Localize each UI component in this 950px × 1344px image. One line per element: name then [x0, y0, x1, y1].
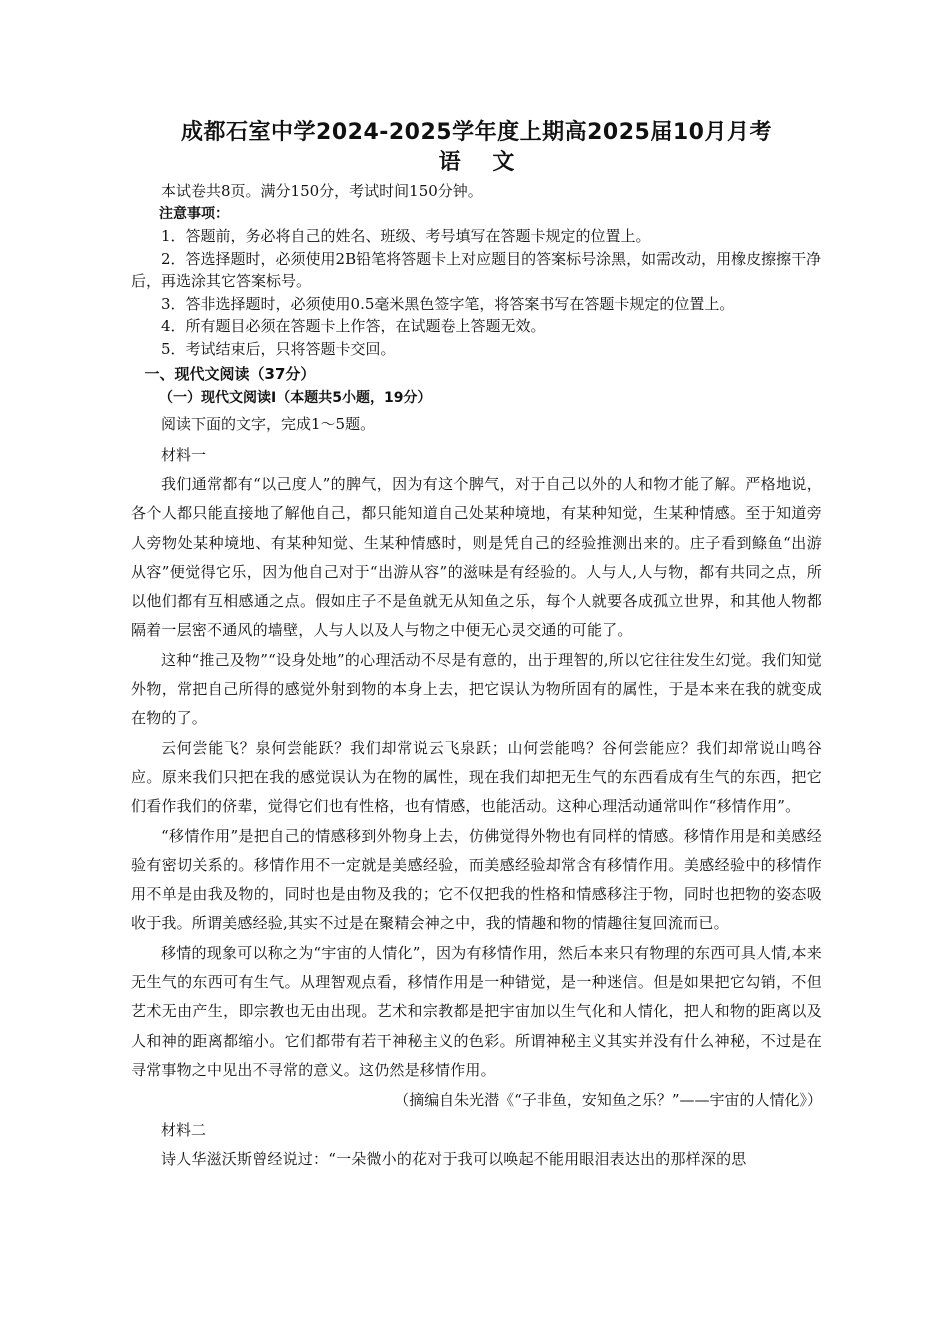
- material-1-label: 材料一: [161, 446, 207, 464]
- source-citation: （摘编自朱光潜《“子非鱼，安知鱼之乐？”——宇宙的人情化》）: [394, 1091, 822, 1110]
- paragraph-1: 我们通常都有“以己度人”的脾气，因为有这个脾气，对于自己以外的人和物才能了解。严格地说，各个人都只能直接地了解他自己，都只能知道自己处某种境地，有某种知觉，生某种情感。至于知道旁人旁物处某种境地、有某种知觉、生某种情感时，则是凭自己的经验推测出来的。庄子看到鲦鱼“出游从容”便觉得它乐，因为他自己对于“出游从容”的滋味是有经验的。人与人,人与物，都有共同之点，所以他们都有互相感通之点。假如庄子不是鱼就无从知鱼之乐，每个人就要各成孤立世界，和其他人物都隔着一层密不通风的墙壁，人与人以及人与物之中便无心灵交通的可能了。: [131, 475, 822, 640]
- notice-heading: 注意事项：: [159, 205, 229, 222]
- notice-item-4: 4．所有题目必须在答题卡上作答，在试题卷上答题无效。: [161, 317, 546, 335]
- notice-item-3: 3．答非选择题时，必须使用0.5毫米黑色签字笔，将答案书写在答题卡规定的位置上。: [161, 294, 735, 313]
- reading-instruction: 阅读下面的文字，完成1～5题。: [161, 415, 376, 433]
- paragraph-5: 移情的现象可以称之为“宇宙的人情化”，因为有移情作用，然后本来只有物理的东西可具人情,本来无生气的东西可有生气。从理智观点看，移情作用是一种错觉，是一种迷信。但是如果把它勾销，不但艺术无由产生，即宗教也无由出现。艺术和宗教都是把宇宙加以生气化和人情化，把人和物的距离以及人和神的距离都缩小。它们都带有若干神秘主义的色彩。所谓神秘主义其实并没有什么神秘，不过是在寻常事物之中见出不寻常的意义。这仍然是移情作用。: [131, 943, 822, 1079]
- notice-item-5: 5．考试结束后，只将答题卡交回。: [161, 339, 396, 358]
- paragraph-4: “移情作用”是把自己的情感移到外物身上去，仿佛觉得外物也有同样的情感。移情作用是和美感经验有密切关系的。移情作用不一定就是美感经验，而美感经验却常含有移情作用。美感经验中的移情作用不单是由我及物的，同时也是由物及我的；它不仅把我的性格和情感移注于物，同时也把物的姿态吸收于我。所谓美感经验,其实不过是在聚精会神之中，我的情趣和物的情趣往复回流而已。: [131, 826, 822, 933]
- exam-intro: 本试卷共8页。满分150分，考试时间150分钟。: [161, 182, 483, 200]
- paragraph-2: 这种“推己及物”“设身处地”的心理活动不尽是有意的，出于理智的,所以它往往发生幻觉。我们知觉外物，常把自己所得的感觉外射到物的本身上去，把它误认为物所固有的属性，于是本来在我的就变成在物的了。: [131, 650, 822, 728]
- notice-block: [131, 180, 822, 360]
- paragraph-3: 云何尝能飞？泉何尝能跃？我们却常说云飞泉跃；山何尝能鸣？谷何尝能应？我们却常说山鸣谷应。原来我们只把在我的感觉误认为在物的属性，现在我们却把无生气的东西看成有生气的东西，把它们看作我们的侪辈，觉得它们也有性格，也有情感，也能活动。这种心理活动通常叫作“移情作用”。: [131, 738, 822, 816]
- notice-item-1: 1．答题前，务必将自己的姓名、班级、考号填写在答题卡规定的位置上。: [161, 227, 651, 245]
- subject-title: 语 文: [438, 150, 527, 175]
- subsection-heading: （一）现代文阅读Ⅰ（本题共5小题，19分）: [159, 390, 432, 406]
- material-2-first-line: 诗人华滋沃斯曾经说过：“一朵微小的花对于我可以唤起不能用眼泪表达出的那样深的思: [161, 1150, 747, 1169]
- exam-title: 成都石室中学2024-2025学年度上期高2025届10月月考: [181, 120, 772, 145]
- material-2-label: 材料二: [161, 1121, 207, 1140]
- section-heading: 一、现代文阅读（37分）: [144, 365, 316, 383]
- notice-item-2: 2．答选择题时，必须使用2B铅笔将答题卡上对应题目的答案标号涂黑，如需改动，用橡皮擦擦干净后，再选涂其它答案标号。: [131, 249, 822, 290]
